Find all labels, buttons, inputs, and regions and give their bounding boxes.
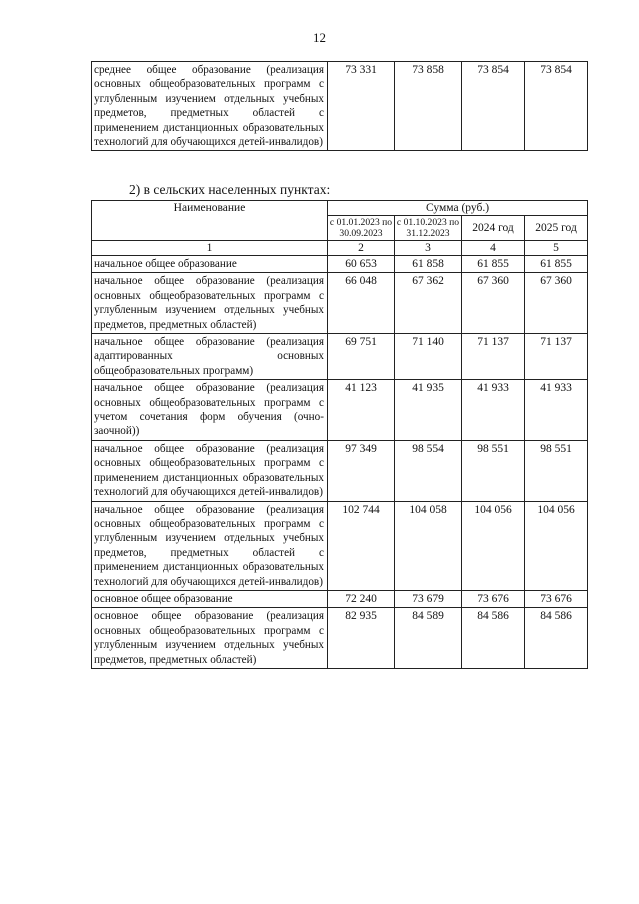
table-row xyxy=(92,62,588,151)
value-period2: 98 554 xyxy=(395,440,462,501)
value-period2: 104 058 xyxy=(395,501,462,590)
header-sum: Сумма (руб.) xyxy=(328,201,588,216)
value-2024: 61 855 xyxy=(462,256,525,273)
table-row xyxy=(92,501,588,590)
row-name: начальное общее образование (реализация основных общеобразовательных программ с углубленным изучением отдельных учебных предметов, предметных областей) xyxy=(92,273,328,334)
column-number: 1 xyxy=(92,241,328,256)
header-period2: с 01.10.2023 по 31.12.2023 xyxy=(395,216,462,241)
row-name: начальное общее образование (реализация основных общеобразовательных программ с применением дистанционных образовательных технологий для обучающихся детей-инвалидов) xyxy=(92,440,328,501)
table-row xyxy=(92,380,588,441)
header-row xyxy=(92,201,588,216)
value-period2: 67 362 xyxy=(395,273,462,334)
value-period1: 66 048 xyxy=(328,273,395,334)
header-2024: 2024 год xyxy=(462,216,525,241)
column-number: 2 xyxy=(328,241,395,256)
row-name: основное общее образование (реализация основных общеобразовательных программ с углубленным изучением отдельных учебных предметов, предметных областей) xyxy=(92,608,328,669)
section-title: 2) в сельских населенных пунктах: xyxy=(129,182,331,197)
value-period1: 102 744 xyxy=(328,501,395,590)
value-2025: 67 360 xyxy=(525,273,588,334)
value-2025: 98 551 xyxy=(525,440,588,501)
value-2025: 73 676 xyxy=(525,590,588,607)
rural-settlements-table xyxy=(91,200,588,669)
row-name: начальное общее образование xyxy=(92,256,328,273)
table-row xyxy=(92,440,588,501)
value-2025: 71 137 xyxy=(525,334,588,380)
header-2025: 2025 год xyxy=(525,216,588,241)
table-row xyxy=(92,273,588,334)
value-period2: 73 679 xyxy=(395,590,462,607)
column-number: 3 xyxy=(395,241,462,256)
value-2024: 98 551 xyxy=(462,440,525,501)
row-name: начальное общее образование (реализация основных общеобразовательных программ с углубленным изучением отдельных учебных предметов, предметных областей с применением дистанционных образовательных технологий для обучающихся детей-инвалидов) xyxy=(92,501,328,590)
header-name: Наименование xyxy=(92,201,328,241)
header-period1: с 01.01.2023 по 30.09.2023 xyxy=(328,216,395,241)
row-name: среднее общее образование (реализация основных общеобразовательных программ с углубленным изучением отдельных учебных предметов, предметных областей с применением дистанционных образовательных технологий для обучающихся детей-инвалидов) xyxy=(92,62,328,151)
value-period1: 72 240 xyxy=(328,590,395,607)
value-2025: 73 854 xyxy=(525,62,588,151)
value-2024: 41 933 xyxy=(462,380,525,441)
value-2024: 67 360 xyxy=(462,273,525,334)
value-2024: 73 676 xyxy=(462,590,525,607)
value-2024: 104 056 xyxy=(462,501,525,590)
value-period2: 71 140 xyxy=(395,334,462,380)
column-number: 4 xyxy=(462,241,525,256)
table-row xyxy=(92,256,588,273)
value-2024: 84 586 xyxy=(462,608,525,669)
row-name: основное общее образование xyxy=(92,590,328,607)
value-period1: 60 653 xyxy=(328,256,395,273)
value-period2: 73 858 xyxy=(395,62,462,151)
column-number-row xyxy=(92,241,588,256)
value-2024: 73 854 xyxy=(462,62,525,151)
column-number: 5 xyxy=(525,241,588,256)
row-name: начальное общее образование (реализация основных общеобразовательных программ с учетом сочетания форм обучения (очно-заочной)) xyxy=(92,380,328,441)
value-period2: 41 935 xyxy=(395,380,462,441)
value-period1: 73 331 xyxy=(328,62,395,151)
value-period1: 69 751 xyxy=(328,334,395,380)
value-period1: 97 349 xyxy=(328,440,395,501)
table-row xyxy=(92,608,588,669)
page-number: 12 xyxy=(313,30,326,45)
table-row xyxy=(92,590,588,607)
value-period1: 82 935 xyxy=(328,608,395,669)
value-period2: 61 858 xyxy=(395,256,462,273)
value-2025: 61 855 xyxy=(525,256,588,273)
value-2025: 41 933 xyxy=(525,380,588,441)
value-period1: 41 123 xyxy=(328,380,395,441)
value-period2: 84 589 xyxy=(395,608,462,669)
value-2025: 84 586 xyxy=(525,608,588,669)
value-2025: 104 056 xyxy=(525,501,588,590)
value-2024: 71 137 xyxy=(462,334,525,380)
row-name: начальное общее образование (реализация адаптированных основных общеобразовательных программ) xyxy=(92,334,328,380)
table-row xyxy=(92,334,588,380)
continuation-table xyxy=(91,61,588,151)
